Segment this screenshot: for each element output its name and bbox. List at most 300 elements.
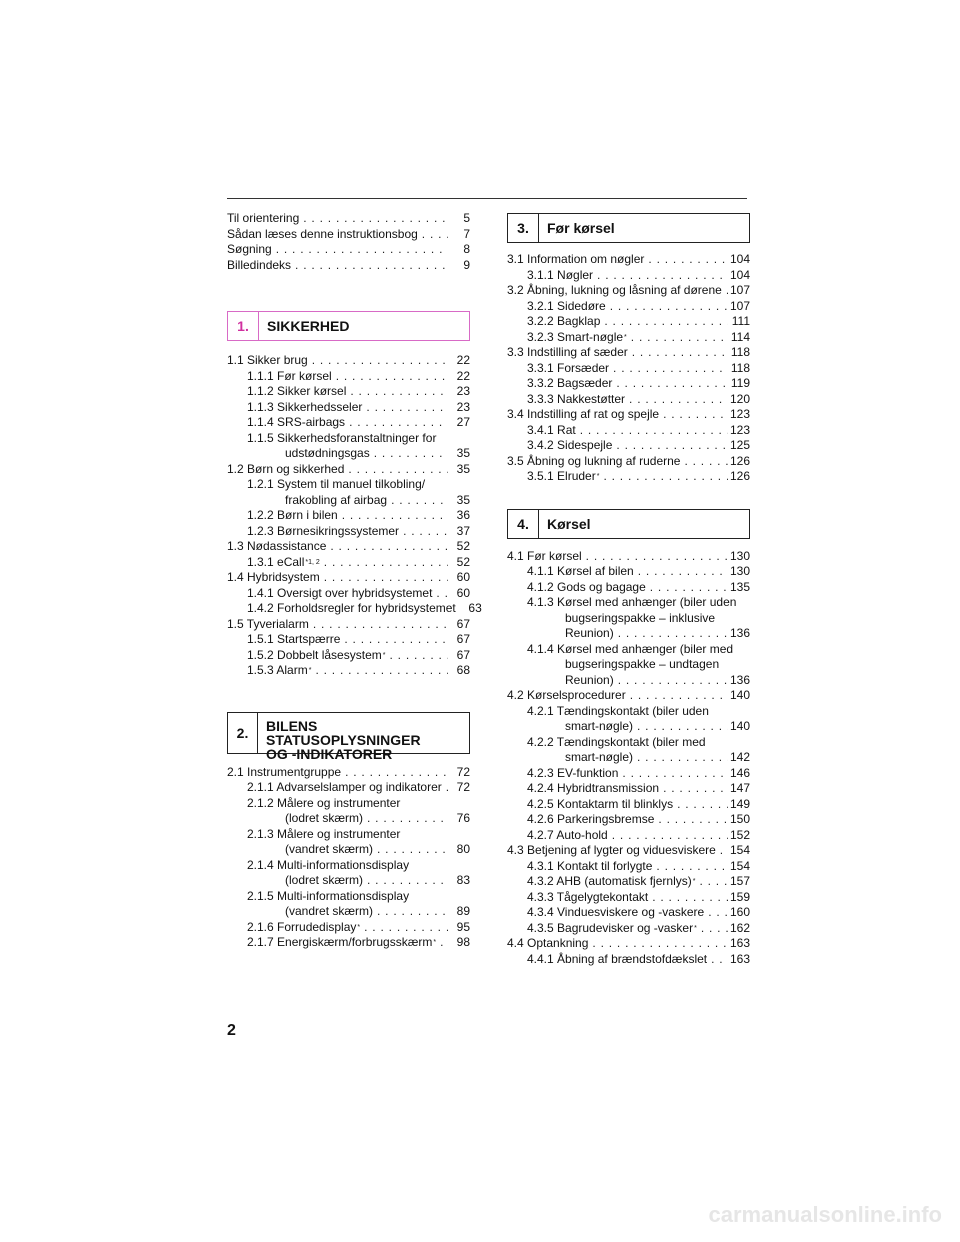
page-ref: 95 (456, 919, 470, 934)
dot-leader (699, 874, 728, 890)
toc-entry[interactable] (227, 873, 470, 889)
page-ref: 130 (729, 564, 750, 578)
toc-entry[interactable] (507, 781, 750, 797)
page-ref: 142 (729, 750, 750, 764)
intro-list (227, 211, 470, 273)
dot-leader (349, 415, 448, 431)
dot-leader (708, 905, 728, 921)
toc-entry[interactable] (507, 283, 750, 299)
toc-entry-text: 4.2.6 Parkeringsbremse (527, 812, 655, 826)
toc-entry[interactable] (227, 904, 470, 920)
page-ref: 89 (456, 904, 470, 918)
toc-entry-text: (vandret skærm) (285, 904, 374, 918)
section-1-list (227, 353, 482, 679)
footnote-marker: * (596, 473, 600, 480)
toc-entry[interactable] (507, 766, 750, 782)
page-ref: 162 (729, 920, 750, 935)
toc-entry-text: 4.2.5 Kontaktarm til blinklys (527, 796, 674, 811)
toc-entry-text: 3.2.1 Sidedøre (527, 298, 606, 313)
page-ref: 107 (729, 283, 750, 297)
dot-leader (726, 283, 728, 299)
dot-leader (638, 564, 728, 580)
toc-entry-text: 3.5 Åbning og lukning af ruderne (507, 453, 681, 468)
toc-entry-text: 4.4 Optankning (507, 936, 589, 950)
page-ref: 157 (729, 874, 750, 888)
toc-entry[interactable] (227, 811, 470, 827)
page-ref: 83 (456, 873, 470, 887)
dot-leader (650, 580, 728, 596)
page-ref: 27 (456, 415, 470, 429)
toc-entry-text: 2.1.6 Forrudedisplay (247, 919, 357, 934)
dot-leader (345, 765, 448, 781)
toc-entry-text: 4.2.4 Hybridtransmission (527, 781, 660, 795)
toc-entry-text: 2.1.4 Multi-informationsdisplay (247, 857, 410, 872)
toc-entry[interactable] (227, 780, 470, 796)
dot-leader (342, 508, 448, 524)
toc-entry-title[interactable] (507, 595, 750, 611)
toc-entry-text: 4.3.4 Vinduesviskere og -vaskere (527, 905, 705, 919)
toc-entry[interactable] (507, 376, 750, 392)
toc-entry-text: 3.1 Information om nøgler (507, 252, 645, 266)
toc-entry-text: 3.3.2 Bagsæder (527, 376, 613, 390)
toc-entry[interactable] (507, 719, 750, 735)
dot-leader (632, 345, 728, 361)
toc-entry[interactable] (507, 828, 750, 844)
toc-entry-text: 1.1.5 Sikkerhedsforanstaltninger for (247, 430, 437, 445)
toc-entry[interactable] (227, 555, 470, 571)
toc-entry[interactable] (507, 797, 750, 813)
toc-entry-text: 1.2 Børn og sikkerhed (227, 461, 345, 476)
watermark: carmanualsonline.info (708, 1202, 942, 1227)
toc-entry[interactable] (507, 268, 750, 284)
toc-entry-text: 1.4.2 Forholdsregler for hybridsystemet (247, 601, 456, 615)
toc-entry[interactable] (507, 843, 750, 859)
page-ref: 35 (456, 492, 470, 507)
footnote-marker: * (692, 878, 696, 885)
chapter-1-header (227, 311, 470, 341)
dot-leader (366, 400, 448, 416)
chapter-number: 4. (508, 510, 539, 538)
page-ref: 22 (456, 353, 470, 367)
toc-entry[interactable] (227, 586, 470, 602)
dot-leader (336, 369, 448, 385)
toc-entry-continuation: bugseringspakke – inklusive (565, 610, 716, 625)
toc-entry[interactable] (507, 314, 750, 330)
toc-entry[interactable] (227, 462, 470, 478)
dot-leader (446, 780, 448, 796)
dot-leader (592, 936, 728, 952)
page-ref: 76 (456, 811, 470, 825)
dot-leader (701, 921, 728, 937)
toc-entry-title[interactable] (507, 642, 750, 658)
toc-entry[interactable] (227, 765, 470, 781)
dot-leader (344, 632, 448, 648)
dot-leader (618, 673, 728, 689)
page-ref: 22 (456, 368, 470, 383)
toc-entry-text: 2.1.5 Multi-informationsdisplay (247, 888, 410, 903)
page-ref: 154 (729, 843, 750, 857)
page-ref: 36 (456, 508, 470, 522)
toc-entry[interactable] (507, 361, 750, 377)
dot-leader (597, 268, 728, 284)
toc-entry-text: 1.1.3 Sikkerhedsseler (247, 399, 363, 414)
footnote-marker: *1, 2 (305, 558, 320, 566)
toc-entry[interactable] (507, 252, 750, 268)
toc-entry-text: Sådan læses denne instruktionsbog (227, 226, 418, 241)
page-ref: 67 (456, 647, 470, 662)
toc-entry[interactable] (507, 469, 750, 485)
dot-leader (610, 299, 728, 315)
chapter-number: 3. (508, 214, 539, 242)
page-ref: 119 (730, 376, 750, 390)
toc-entry-text: 1.3 Nødassistance (227, 539, 327, 553)
dot-leader (631, 330, 728, 346)
toc-entry-text: 4.3.3 Tågelygtekontakt (527, 889, 649, 904)
toc-entry-text: 1.4.1 Oversigt over hybridsystemet (247, 585, 433, 600)
toc-entry[interactable] (507, 673, 750, 689)
page-ref: 136 (729, 626, 750, 640)
toc-entry[interactable] (227, 400, 470, 416)
toc-entry-text: 3.2.2 Bagklap (527, 314, 601, 328)
toc-entry-text: (vandret skærm) (285, 842, 374, 856)
dot-leader (403, 524, 448, 540)
toc-entry[interactable] (507, 874, 750, 890)
page-ref: 63 (468, 601, 482, 615)
page-ref: 68 (456, 663, 470, 677)
toc-entry-title[interactable] (507, 735, 750, 751)
dot-leader (663, 781, 728, 797)
toc-entry-text: 3.5.1 Elruder (527, 469, 596, 483)
toc-entry-text: 3.4 Indstilling af rat og spejle (507, 407, 660, 421)
dot-leader (374, 446, 448, 462)
toc-entry-text: 1.5 Tyverialarm (227, 616, 309, 631)
toc-entry[interactable] (507, 423, 750, 439)
toc-entry-text: (lodret skærm) (285, 873, 364, 887)
toc-entry[interactable] (507, 859, 750, 875)
footnote-marker: * (357, 923, 361, 931)
dot-leader (663, 407, 728, 423)
toc-entry[interactable] (227, 227, 470, 243)
toc-entry[interactable] (507, 580, 750, 596)
dot-leader (364, 920, 448, 936)
toc-entry-text: 1.1.4 SRS-airbags (247, 415, 346, 429)
dot-leader (616, 376, 728, 392)
toc-entry-text: 1.2.3 Børnesikringssystemer (247, 523, 400, 538)
toc-left-column (227, 211, 482, 951)
toc-entry-text: 3.4.1 Rat (527, 422, 576, 437)
page-ref: 149 (729, 796, 750, 811)
page-ref: 123 (729, 407, 750, 421)
toc-entry[interactable] (227, 493, 470, 509)
toc-entry-text: 1.3.1 eCall (247, 554, 305, 569)
dot-leader (276, 242, 448, 258)
dot-leader (313, 617, 448, 633)
dot-leader (440, 935, 448, 951)
toc-entry-text: 4.1.2 Gods og bagage (527, 579, 646, 594)
page-ref: 150 (729, 812, 750, 826)
toc-entry[interactable] (507, 921, 750, 937)
toc-entry-text: 4.2.2 Tændingskontakt (biler med (527, 734, 706, 749)
dot-leader (616, 438, 728, 454)
page-ref: 114 (730, 329, 750, 344)
dot-leader (303, 211, 448, 227)
toc-entry[interactable] (507, 299, 750, 315)
toc-entry[interactable] (227, 632, 470, 648)
toc-entry[interactable] (507, 438, 750, 454)
dot-leader (604, 314, 728, 330)
toc-entry[interactable] (227, 920, 470, 936)
footnote-marker: * (624, 333, 627, 341)
page-ref: 80 (456, 842, 470, 856)
toc-entry[interactable] (227, 353, 470, 369)
chapter-number: 1. (228, 312, 259, 340)
toc-entry[interactable] (507, 407, 750, 423)
toc-entry-text: 2.1.3 Målere og instrumenter (247, 826, 401, 841)
toc-entry-text: udstødningsgas (285, 446, 370, 460)
chapter-title-line-1: BILENS STATUSOPLYSNINGER (266, 717, 421, 748)
toc-entry[interactable] (507, 812, 750, 828)
toc-entry-text: 4.2.3 EV-funktion (527, 765, 619, 780)
toc-entry-text: 1.1 Sikker brug (227, 353, 308, 367)
toc-entry[interactable] (227, 663, 470, 679)
footnote-marker: * (382, 651, 386, 659)
toc-entry-text: 4.1 Før kørsel (507, 548, 582, 563)
toc-entry[interactable] (227, 384, 470, 400)
toc-entry[interactable] (227, 935, 470, 951)
toc-entry-text: 4.2 Kørselsprocedurer (507, 688, 626, 702)
dot-leader (677, 797, 728, 813)
toc-entry-text: 3.3.1 Forsæder (527, 360, 610, 375)
toc-entry-text: frakobling af airbag (285, 492, 388, 507)
toc-entry-text: 1.2.1 System til manuel tilkobling/ (247, 477, 426, 491)
toc-entry-text: 1.5.2 Dobbelt låsesystem (247, 647, 382, 662)
toc-entry-title[interactable] (507, 704, 750, 720)
toc-entry[interactable] (227, 539, 470, 555)
dot-leader (324, 555, 448, 571)
dot-leader (312, 353, 448, 369)
page-ref: 67 (456, 632, 470, 646)
page-ref: 123 (729, 422, 750, 437)
toc-entry-text: Reunion) (565, 626, 614, 640)
dot-leader (367, 873, 448, 889)
toc-entry[interactable] (227, 617, 470, 633)
page-ref: 118 (730, 360, 750, 375)
toc-entry[interactable] (227, 570, 470, 586)
toc-entry[interactable] (227, 524, 470, 540)
chapter-3-header (507, 213, 750, 243)
chapter-title: Før kørsel (547, 220, 615, 236)
toc-entry-text: 3.1.1 Nøgler (527, 267, 594, 282)
dot-leader (377, 904, 448, 920)
page-ref: 111 (731, 314, 750, 328)
dot-leader (295, 258, 448, 274)
toc-entry-text: 1.5.1 Startspærre (247, 632, 341, 646)
toc-entry-text: 1.2.2 Børn i bilen (247, 508, 338, 522)
page-ref: 152 (729, 827, 750, 842)
page-ref: 98 (456, 935, 470, 949)
toc-entry[interactable] (507, 936, 750, 952)
toc-entry[interactable] (227, 446, 470, 462)
page-ref: 154 (729, 858, 750, 873)
dot-leader (377, 842, 448, 858)
toc-entry[interactable] (227, 601, 482, 617)
toc-entry-text: 4.2.1 Tændingskontakt (biler uden (527, 703, 709, 718)
toc-entry-text: 4.3 Betjening af lygter og viduesviskere (507, 843, 716, 857)
toc-entry-text: 4.1.3 Kørsel med anhænger (biler uden (527, 595, 737, 609)
toc-entry-text: 4.4.1 Åbning af brændstofdækslet (527, 951, 708, 966)
page-ref: 35 (456, 461, 470, 476)
toc-entry[interactable] (507, 750, 750, 766)
page-ref: 118 (730, 345, 750, 359)
chapter-title: Kørsel (547, 515, 591, 532)
dot-leader (637, 750, 728, 766)
page-ref: 23 (456, 384, 470, 398)
toc-entry[interactable] (507, 564, 750, 580)
chapter-2-header (227, 712, 470, 762)
footnote-marker: * (694, 924, 697, 932)
toc-entry-text: smart-nøgle) (565, 719, 634, 733)
toc-entry[interactable] (507, 392, 750, 408)
dot-leader (391, 493, 448, 509)
toc-entry-text: 4.3.1 Kontakt til forlygte (527, 858, 653, 873)
toc-entry[interactable] (227, 842, 470, 858)
toc-entry[interactable] (227, 258, 470, 274)
toc-entry-text: 4.3.5 Bagrudevisker og -vasker (527, 920, 694, 935)
chapter-4-header (507, 509, 750, 539)
page-ref: 159 (729, 889, 750, 904)
dot-leader (630, 688, 728, 704)
dot-leader (629, 392, 728, 408)
page-ref: 9 (463, 257, 470, 272)
toc-entry[interactable] (227, 648, 470, 664)
toc-entry[interactable] (507, 626, 750, 642)
toc-entry-title[interactable] (227, 889, 470, 905)
dot-leader (586, 549, 728, 565)
chapter-title-line-2: OG -INDIKATORER (266, 745, 393, 762)
dot-leader (612, 828, 728, 844)
page-ref: 5 (463, 211, 470, 225)
dot-leader (330, 539, 448, 555)
toc-entry-text: smart-nøgle) (565, 750, 634, 764)
toc-entry[interactable] (227, 508, 470, 524)
page-ref: 163 (729, 951, 750, 966)
dot-leader (684, 454, 728, 470)
page-ref: 104 (729, 267, 750, 282)
dot-leader (367, 811, 448, 827)
page-ref: 23 (456, 399, 470, 414)
toc-entry-title[interactable] (227, 431, 470, 447)
toc-entry-text: 2.1.1 Advarselslamper og indikatorer (247, 780, 442, 794)
dot-leader (422, 227, 448, 243)
dot-leader (613, 361, 728, 377)
toc-entry[interactable] (507, 688, 750, 704)
toc-entry-text: 3.4.2 Sidespejle (527, 438, 613, 452)
toc-entry[interactable] (507, 890, 750, 906)
dot-leader (348, 462, 448, 478)
page-ref: 67 (456, 616, 470, 631)
dot-leader (656, 859, 728, 875)
chapter-title (258, 713, 469, 762)
toc-entry-text: Reunion) (565, 672, 614, 687)
page-ref: 126 (729, 469, 750, 483)
toc-entry-text: 4.1.1 Kørsel af bilen (527, 564, 634, 578)
page-ref: 163 (729, 936, 750, 950)
toc-entry-text: 3.2 Åbning, lukning og låsning af dørene (507, 283, 722, 297)
page-ref: 52 (456, 554, 470, 569)
page-ref: 35 (456, 446, 470, 460)
footnote-marker: * (308, 667, 312, 674)
page-ref: 107 (729, 298, 750, 313)
toc-entry[interactable] (227, 415, 470, 431)
toc-entry[interactable] (227, 369, 470, 385)
page-ref: 60 (456, 585, 470, 600)
toc-entry-text: 1.4 Hybridsystem (227, 570, 320, 584)
toc-entry-text: 4.3.2 AHB (automatisk fjernlys) (527, 874, 692, 888)
dot-leader (648, 252, 728, 268)
page-ref: 37 (456, 523, 470, 538)
page-number: 2 (227, 1022, 236, 1039)
toc-entry-text: Til orientering (227, 211, 300, 225)
toc-entry-text: 1.5.3 Alarm (247, 663, 308, 677)
toc-entry-text: 2.1 Instrumentgruppe (227, 764, 342, 779)
dot-leader (389, 648, 448, 664)
toc-entry-text: Søgning (227, 242, 272, 256)
dot-leader (580, 423, 728, 439)
section-2-list (227, 765, 470, 951)
page-ref: 60 (456, 570, 470, 584)
toc-entry-title[interactable] (227, 796, 470, 812)
page-ref: 135 (729, 579, 750, 594)
toc-entry[interactable] (227, 211, 470, 227)
dot-leader (658, 812, 728, 828)
toc-entry-continuation: bugseringspakke – undtagen (565, 657, 720, 671)
dot-leader (720, 843, 728, 859)
section-4-list (507, 549, 750, 968)
toc-entry[interactable] (507, 345, 750, 361)
page-ref: 147 (729, 781, 750, 795)
dot-leader (637, 719, 728, 735)
page-ref: 8 (463, 242, 470, 256)
toc-entry-text: 4.2.7 Auto-hold (527, 827, 608, 842)
page-ref: 72 (456, 780, 470, 794)
dot-leader (652, 890, 728, 906)
page-ref: 104 (729, 252, 750, 266)
toc-entry[interactable] (507, 454, 750, 470)
toc-entry[interactable] (507, 905, 750, 921)
page-ref: 120 (729, 391, 750, 406)
toc-entry-text: Billedindeks (227, 257, 292, 272)
toc-entry-text: 1.1.1 Før kørsel (247, 368, 332, 383)
chapter-title: SIKKERHED (267, 318, 350, 334)
toc-entry-text: 3.3.3 Nakkestøtter (527, 391, 626, 406)
toc-entry[interactable] (507, 549, 750, 565)
dot-leader (350, 384, 448, 400)
page-ref: 125 (729, 438, 750, 452)
toc-entry-text: 2.1.2 Målere og instrumenter (247, 795, 401, 810)
toc-entry[interactable] (507, 952, 750, 968)
toc-right-column (507, 252, 750, 967)
dot-leader (315, 663, 448, 679)
toc-entry[interactable] (507, 330, 750, 346)
toc-entry[interactable] (227, 242, 470, 258)
page-ref: 140 (729, 719, 750, 733)
toc-entry-title[interactable] (227, 858, 470, 874)
toc-entry-title[interactable] (227, 477, 470, 493)
page-ref: 52 (456, 539, 470, 553)
toc-entry-title[interactable] (227, 827, 470, 843)
dot-leader (622, 766, 728, 782)
footnote-marker: * (433, 939, 437, 946)
